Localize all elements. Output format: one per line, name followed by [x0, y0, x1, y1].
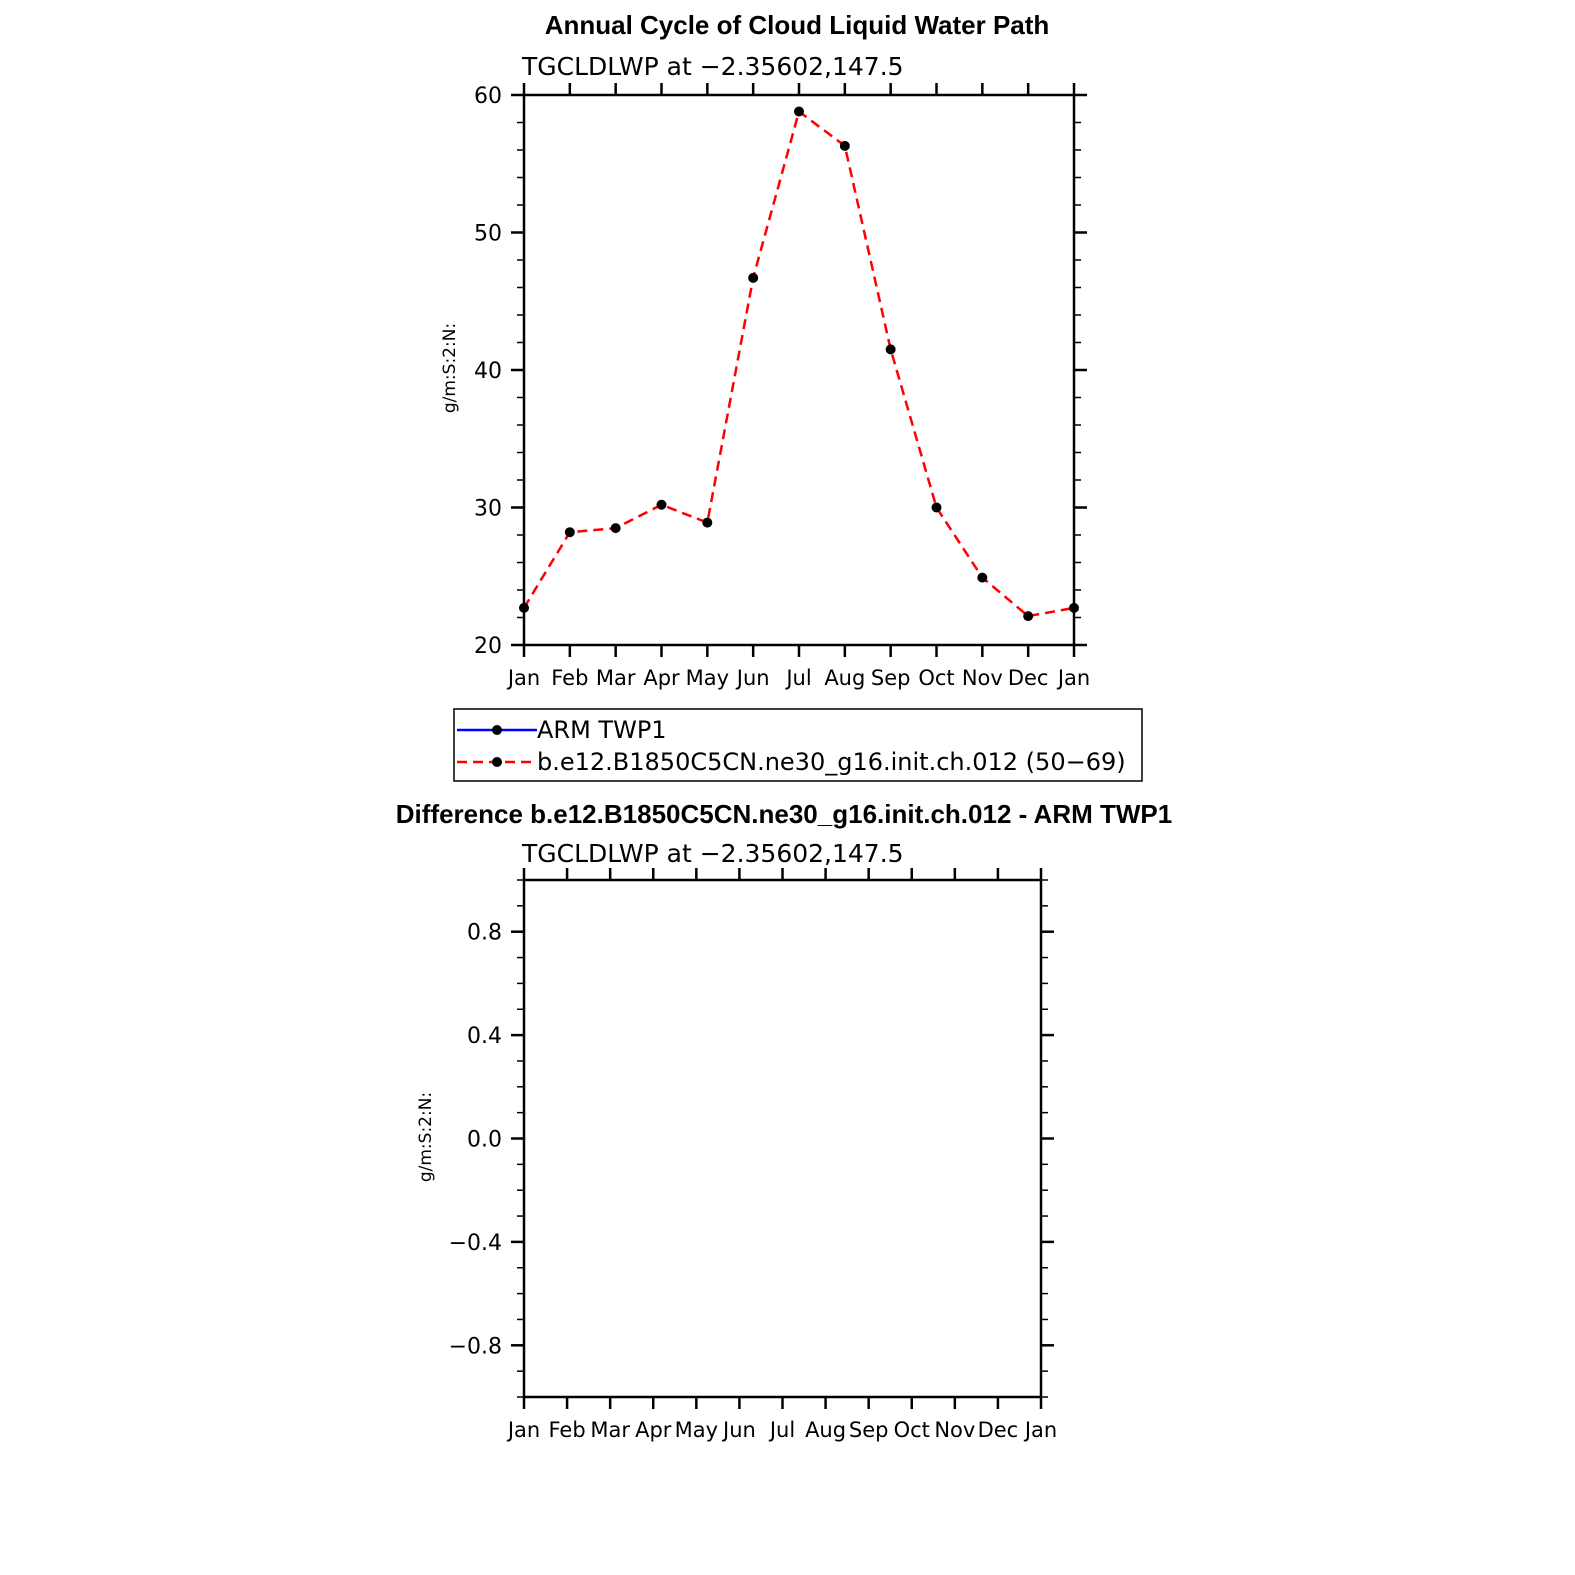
chart2-x-tick-label: May: [674, 1418, 719, 1442]
chart2-y-axis-label: g/m:S:2:N:: [416, 1091, 436, 1183]
chart1-y-axis-label: g/m:S:2:N:: [440, 322, 460, 414]
legend: [454, 709, 1142, 781]
data-point: [748, 273, 758, 283]
chart2-x-tick-label: Feb: [548, 1418, 586, 1442]
chart2-x-tick-label: Jan: [507, 1418, 541, 1442]
difference-chart: [396, 799, 1172, 1442]
chart1-x-tick-label: Mar: [595, 666, 636, 690]
data-point: [886, 344, 896, 354]
chart2-x-tick-label: Jan: [1024, 1418, 1058, 1442]
data-point: [1023, 611, 1033, 621]
chart1-y-tick-label: 60: [474, 84, 502, 109]
chart1-x-tick-label: Jan: [507, 666, 541, 690]
legend-marker-arm-twp1: [492, 725, 502, 735]
chart1-x-tick-label: Jan: [1057, 666, 1091, 690]
chart1-plot-frame: [524, 95, 1074, 645]
chart2-y-tick-label: −0.8: [448, 1334, 502, 1360]
chart1-x-tick-label: Apr: [643, 666, 680, 690]
chart2-x-tick-label: Apr: [635, 1418, 672, 1442]
chart2-y-tick-label: 0.8: [467, 920, 502, 946]
chart1-x-tick-label: Nov: [961, 666, 1003, 690]
chart1-x-tick-label: Oct: [918, 666, 955, 690]
chart2-x-tick-label: Aug: [805, 1418, 847, 1442]
chart1-y-tick-label: 50: [474, 221, 502, 247]
chart2-plot-frame: [524, 880, 1041, 1397]
chart1-x-tick-label: Sep: [870, 666, 911, 690]
chart1-title: Annual Cycle of Cloud Liquid Water Path: [544, 10, 1050, 40]
chart1-y-tick-label: 20: [474, 634, 502, 659]
chart1-subtitle: TGCLDLWP at −2.35602,147.5: [522, 52, 904, 81]
series-line-model: [524, 112, 1074, 617]
chart1-x-tick-label: May: [685, 666, 730, 690]
data-point: [519, 603, 529, 613]
chart1-x-tick-label: Dec: [1007, 666, 1049, 690]
legend-marker-model: [492, 757, 502, 767]
data-point: [794, 107, 804, 117]
chart1-y-tick-label: 30: [474, 496, 502, 522]
chart1-x-tick-label: Feb: [551, 666, 589, 690]
chart2-ticks: [449, 868, 1058, 1442]
chart1-ticks: [474, 83, 1090, 690]
annual-cycle-chart: [440, 10, 1142, 781]
chart2-x-tick-label: Nov: [934, 1418, 976, 1442]
chart2-x-tick-label: Jun: [723, 1418, 756, 1442]
chart1-x-tick-label: Aug: [824, 666, 866, 690]
chart1-x-tick-label: Jul: [786, 666, 812, 690]
data-point: [565, 527, 575, 537]
chart2-x-tick-label: Dec: [977, 1418, 1019, 1442]
data-point: [840, 141, 850, 151]
chart1-series: [519, 107, 1079, 622]
data-point: [1069, 603, 1079, 613]
chart2-x-tick-label: Mar: [590, 1418, 630, 1442]
chart2-x-tick-label: Jul: [769, 1418, 796, 1442]
data-point: [977, 573, 987, 583]
chart1-x-tick-label: Jun: [736, 666, 770, 690]
legend-label-arm-twp1: ARM TWP1: [537, 716, 667, 744]
data-point: [932, 503, 942, 513]
chart1-y-tick-label: 40: [474, 359, 502, 384]
chart2-y-tick-label: 0.0: [467, 1127, 502, 1153]
chart2-x-tick-label: Oct: [893, 1418, 930, 1442]
chart2-y-tick-label: −0.4: [448, 1230, 502, 1256]
data-point: [611, 523, 621, 533]
chart2-title: Difference b.e12.B1850C5CN.ne30_g16.init.ch.012 - ARM TWP1: [395, 799, 1173, 829]
chart2-subtitle: TGCLDLWP at −2.35602,147.5: [522, 839, 904, 868]
data-point: [657, 500, 667, 510]
chart2-x-tick-label: Sep: [848, 1418, 889, 1442]
chart2-y-tick-label: 0.4: [467, 1024, 502, 1050]
legend-label-model: b.e12.B1850C5CN.ne30_g16.init.ch.012 (50−69): [537, 748, 1126, 776]
data-point: [702, 518, 712, 528]
